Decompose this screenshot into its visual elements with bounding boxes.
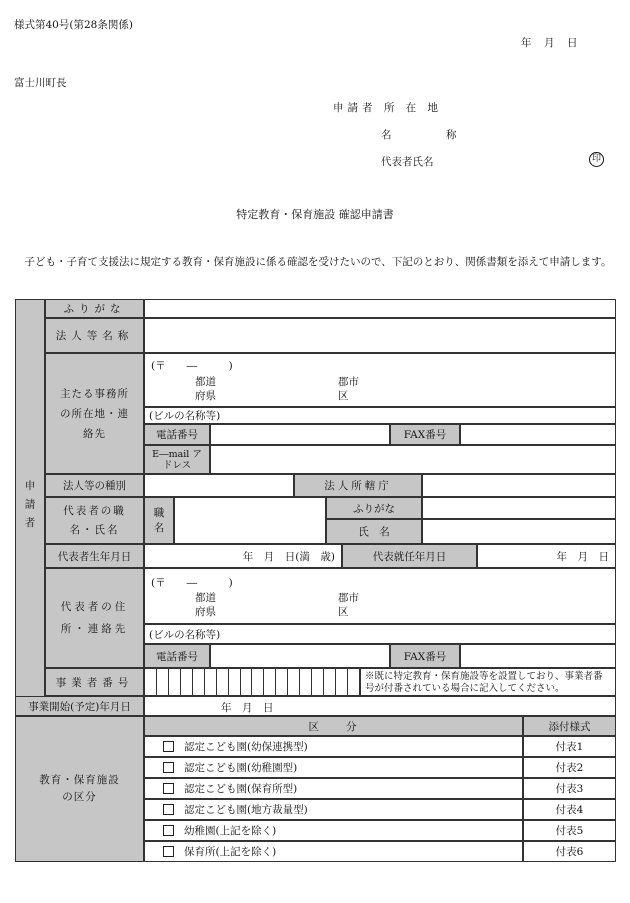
- category-row-3[interactable]: [144, 778, 523, 799]
- category-row-5[interactable]: [144, 820, 523, 841]
- seal-mark: 印: [589, 152, 604, 167]
- rep-title-name-label-cell: [45, 497, 144, 544]
- digit-box[interactable]: [193, 669, 205, 695]
- office-email-label: E―mail アドレス: [152, 448, 202, 471]
- digit-box[interactable]: [252, 669, 264, 695]
- digit-box[interactable]: [288, 669, 300, 695]
- checkbox-6[interactable]: [163, 846, 174, 857]
- digit-box[interactable]: [276, 669, 288, 695]
- digit-box[interactable]: [205, 669, 217, 695]
- office-fax-label: FAX番号: [390, 424, 460, 445]
- post-label: 職名: [153, 506, 165, 534]
- corp-type-label: 法人等の種別: [45, 474, 144, 497]
- rep-start-field[interactable]: [477, 544, 616, 568]
- corp-type-field[interactable]: [144, 474, 294, 497]
- rep-pref-1: 都道: [195, 592, 216, 604]
- furigana-field[interactable]: [144, 299, 616, 318]
- start-date-value: 年 月 日: [221, 702, 274, 714]
- category-row-2[interactable]: [144, 757, 523, 778]
- post-label-cell: [144, 497, 174, 544]
- category-label-6: 保育所(上記を除く): [184, 846, 277, 858]
- corp-name-field[interactable]: [144, 318, 616, 353]
- digit-box[interactable]: [300, 669, 312, 695]
- start-date-label: 事業開始(予定)年月日: [15, 696, 144, 716]
- rep-furigana-field[interactable]: [422, 497, 616, 519]
- document-title: 特定教育・保育施設 確認申請書: [236, 208, 394, 221]
- rep-address-label: 代表者の住所・連絡先: [60, 601, 129, 635]
- business-number-field[interactable]: [144, 668, 360, 696]
- rep-phone-label: 電話番号: [144, 644, 210, 668]
- rep-birth-field[interactable]: [144, 544, 342, 568]
- digit-box[interactable]: [181, 669, 193, 695]
- category-label-4: 認定こども園(地方裁量型): [184, 804, 308, 816]
- intro-paragraph: 子ども・子育て支援法に規定する教育・保育施設に係る確認を受けたいので、下記のとおり、関係書類を添えて申請します。: [24, 256, 612, 268]
- category-label-2: 認定こども園(幼稚園型): [184, 762, 298, 774]
- rep-phone-field[interactable]: [210, 644, 390, 668]
- category-header: 区 分: [144, 716, 523, 736]
- digit-box[interactable]: [217, 669, 229, 695]
- category-row-6[interactable]: [144, 841, 523, 862]
- office-address-field[interactable]: [144, 353, 616, 407]
- digit-box[interactable]: [324, 669, 336, 695]
- rep-birth-value: 年 月 日(満 歳): [242, 550, 335, 563]
- office-pref-1: 都道: [195, 376, 216, 388]
- digit-box[interactable]: [157, 669, 169, 695]
- digit-box[interactable]: [312, 669, 324, 695]
- digit-box[interactable]: [241, 669, 253, 695]
- furigana-label: ふりがな: [45, 299, 144, 318]
- category-label-3: 認定こども園(保育所型): [184, 783, 298, 795]
- category-form-3: 付表3: [523, 778, 616, 799]
- applicant-side-cell: [15, 299, 45, 716]
- rep-birth-label: 代表者生年月日: [45, 544, 144, 568]
- office-building-field[interactable]: [144, 407, 616, 424]
- rep-name-label: 氏 名: [326, 519, 422, 544]
- office-phone-field[interactable]: [210, 424, 390, 445]
- rep-pref-2: 府県: [195, 606, 216, 618]
- office-city-2: 区: [338, 390, 349, 402]
- office-pref-2: 府県: [195, 390, 216, 402]
- category-row-4[interactable]: [144, 799, 523, 820]
- rep-address-label-cell: [45, 568, 144, 668]
- applicant-rep-label: 代表者氏名: [381, 156, 434, 168]
- office-email-field[interactable]: [210, 445, 616, 474]
- checkbox-5[interactable]: [163, 825, 174, 836]
- office-address-label: 主たる事務所の所在地・連絡先: [60, 387, 129, 440]
- category-form-4: 付表4: [523, 799, 616, 820]
- form-header: 添付様式: [523, 716, 616, 736]
- office-email-label-cell: [144, 445, 210, 474]
- rep-city-2: 区: [338, 606, 349, 618]
- applicant-address-label: 申請者 所 在 地: [332, 102, 442, 114]
- category-form-5: 付表5: [523, 820, 616, 841]
- checkbox-2[interactable]: [163, 762, 174, 773]
- digit-box[interactable]: [145, 669, 157, 695]
- rep-building-field[interactable]: [144, 624, 616, 644]
- rep-fax-field[interactable]: [460, 644, 616, 668]
- digit-box[interactable]: [264, 669, 276, 695]
- office-city-1: 郡市: [338, 376, 359, 388]
- business-number-label: 事業者番号: [45, 668, 144, 696]
- checkbox-3[interactable]: [163, 783, 174, 794]
- document-date: 年 月 日: [521, 37, 579, 49]
- corp-name-label: 法人等名称: [45, 318, 144, 353]
- applicant-side-label: 申請者: [23, 479, 36, 536]
- business-note-cell: [360, 668, 616, 696]
- form-number: 様式第40号(第28条関係): [14, 19, 133, 31]
- rep-title-name-label: 代表者の職名・氏名: [63, 504, 126, 536]
- applicant-name-label: 名 称: [381, 129, 479, 141]
- facility-label-cell: [15, 716, 144, 862]
- checkbox-1[interactable]: [163, 741, 174, 752]
- category-label-1: 認定こども園(幼保連携型): [184, 741, 308, 753]
- category-form-6: 付表6: [523, 841, 616, 862]
- rep-address-field[interactable]: [144, 568, 616, 624]
- rep-fax-label: FAX番号: [390, 644, 460, 668]
- rep-furigana-label: ふりがな: [326, 497, 422, 519]
- digit-box[interactable]: [348, 669, 359, 695]
- office-postal: (〒 ― ): [151, 360, 233, 372]
- office-address-label-cell: [45, 353, 144, 474]
- office-phone-label: 電話番号: [144, 424, 210, 445]
- category-form-1: 付表1: [523, 736, 616, 757]
- checkbox-4[interactable]: [163, 804, 174, 815]
- office-building-label: (ビルの名称等): [149, 410, 221, 422]
- digit-box[interactable]: [229, 669, 241, 695]
- business-note: ※既に特定教育・保育施設等を設置しており、事業者番号が付番されている場合に記入してください。: [365, 671, 603, 694]
- rep-postal: (〒 ― ): [151, 577, 233, 589]
- post-field[interactable]: [174, 497, 326, 544]
- office-fax-field[interactable]: [460, 424, 616, 445]
- rep-building-label: (ビルの名称等): [149, 628, 221, 641]
- rep-start-value: 年 月 日: [556, 550, 609, 563]
- start-date-field[interactable]: [144, 696, 616, 716]
- category-row-1[interactable]: [144, 736, 523, 757]
- digit-box[interactable]: [336, 669, 348, 695]
- category-label-5: 幼稚園(上記を除く): [184, 825, 277, 837]
- recipient: 富士川町長: [14, 77, 67, 89]
- rep-city-1: 郡市: [338, 592, 359, 604]
- facility-label: 教育・保育施設の区分: [39, 774, 120, 803]
- jurisdiction-label: 法人所轄庁: [294, 474, 422, 497]
- category-form-2: 付表2: [523, 757, 616, 778]
- rep-name-field[interactable]: [422, 519, 616, 544]
- jurisdiction-field[interactable]: [422, 474, 616, 497]
- digit-box[interactable]: [169, 669, 181, 695]
- rep-start-label: 代表就任年月日: [342, 544, 477, 568]
